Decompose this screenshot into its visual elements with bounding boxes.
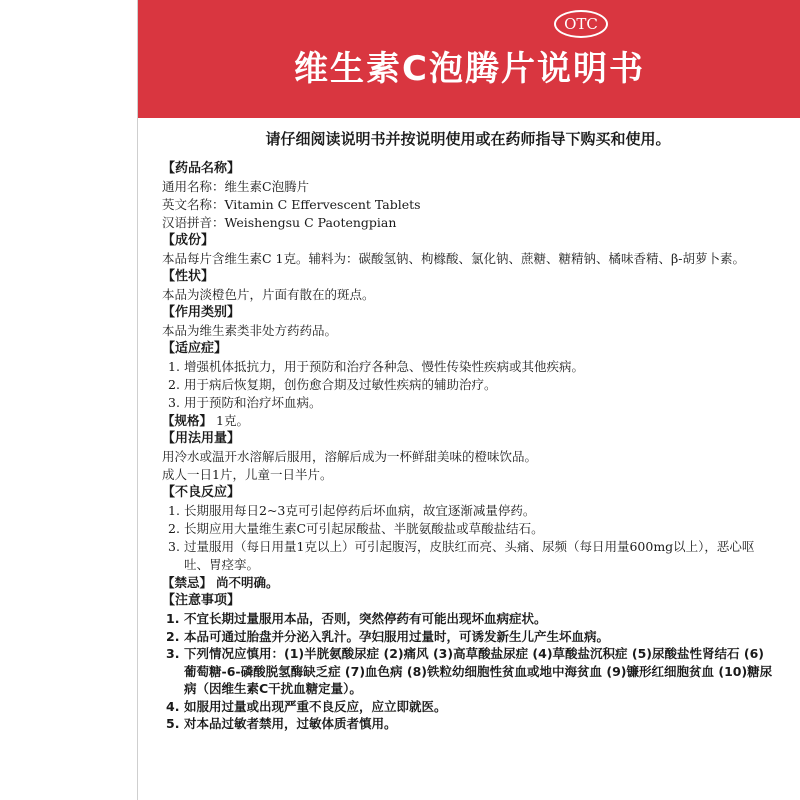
- item-text: 如服用过量或出现严重不良反应，应立即就医。: [184, 698, 447, 714]
- section-heading-spec: 【规格】: [162, 413, 213, 428]
- list-item: [162, 610, 774, 628]
- list-item: [162, 358, 774, 376]
- ingredients-text: 本品每片含维生素C 1克。辅料为：碳酸氢钠、枸橼酸、氯化钠、蔗糖、糖精钠、橘味香精、β-胡萝卜素。: [162, 251, 745, 266]
- item-number: 4.: [166, 698, 180, 714]
- leaflet-sheet: [137, 0, 800, 800]
- list-item: [162, 715, 774, 733]
- contra-line: [162, 574, 774, 592]
- header-banner: [138, 0, 800, 118]
- section-heading-usage: 【用法用量】: [162, 431, 241, 446]
- appearance-text: 本品为淡橙色片，片面有散在的斑点。: [162, 287, 375, 302]
- list-item: [162, 628, 774, 646]
- generic-name: 通用名称：维生素C泡腾片: [162, 179, 310, 194]
- item-text: 长期服用每日2~3克可引起停药后坏血病，故宜逐渐减量停药。: [184, 503, 536, 518]
- item-text: 不宜长期过量服用本品，否则，突然停药有可能出现坏血病症状。: [184, 611, 547, 626]
- list-item: [162, 502, 774, 520]
- item-text: 下列情况应慎用：(1)半胱氨酸尿症 (2)痛风 (3)高草酸盐尿症 (4)草酸盐沉积症 (5)尿酸盐性肾结石 (6)葡萄糖-6-磷酸脱氢酶缺乏症 (7)血色病 (8)铁粒幼细胞性贫血或地中海贫血 (9)镰形红细胞贫血 (10)糖尿病（因维生素C干扰血糖定量）。: [184, 646, 773, 696]
- list-item: [162, 538, 774, 574]
- list-item: [162, 376, 774, 394]
- item-number: 3.: [168, 539, 180, 554]
- english-name: 英文名称：Vitamin C Effervescent Tablets: [162, 197, 421, 212]
- item-text: 用于预防和治疗坏血病。: [184, 395, 322, 410]
- leaflet-title: 维生素C泡腾片说明书: [294, 49, 645, 89]
- section-heading-precautions: 【注意事项】: [162, 593, 241, 608]
- section-heading-name: 【药品名称】: [162, 161, 241, 176]
- section-heading-appearance: 【性状】: [162, 269, 215, 284]
- pinyin-name: 汉语拼音：Weishengsu C Paotengpian: [162, 215, 397, 230]
- leaflet-body: [162, 128, 774, 733]
- usage-line-1: 用冷水或温开水溶解后服用，溶解后成为一杯鲜甜美味的橙味饮品。: [162, 449, 538, 464]
- item-text: 过量服用（每日用量1克以上）可引起腹泻，皮肤红而亮、头痛、尿频（每日用量600mg以上），恶心呕吐、胃痉挛。: [184, 539, 755, 572]
- item-number: 2.: [168, 521, 180, 536]
- usage-line-2: 成人一日1片，儿童一日半片。: [162, 467, 333, 482]
- list-item: [162, 520, 774, 538]
- otc-badge: OTC: [554, 10, 608, 38]
- section-heading-category: 【作用类别】: [162, 305, 241, 320]
- list-item: [162, 698, 774, 716]
- item-text: 长期应用大量维生素C可引起尿酸盐、半胱氨酸盐或草酸盐结石。: [184, 521, 544, 536]
- section-heading-indications: 【适应症】: [162, 341, 228, 356]
- item-text: 用于病后恢复期，创伤愈合期及过敏性疾病的辅助治疗。: [184, 377, 497, 392]
- item-number: 3.: [166, 646, 180, 661]
- contra-text: 尚不明确。: [216, 575, 279, 590]
- item-number: 3.: [168, 395, 180, 410]
- list-item: [162, 645, 774, 698]
- item-number: 1.: [168, 503, 180, 518]
- spec-line: [162, 412, 774, 430]
- section-heading-ingredients: 【成份】: [162, 233, 215, 248]
- item-text: 增强机体抵抗力，用于预防和治疗各种急、慢性传染性疾病或其他疾病。: [184, 359, 585, 374]
- item-number: 1.: [168, 359, 180, 374]
- section-heading-adverse: 【不良反应】: [162, 485, 241, 500]
- usage-advice: 请仔细阅读说明书并按说明使用或在药师指导下购买和使用。: [265, 130, 671, 148]
- item-number: 1.: [166, 611, 180, 626]
- item-text: 对本品过敏者禁用，过敏体质者慎用。: [184, 716, 397, 731]
- item-text: 本品可通过胎盘并分泌入乳汁。孕妇服用过量时，可诱发新生儿产生坏血病。: [184, 628, 610, 644]
- spec-text: 1克。: [216, 413, 249, 428]
- section-heading-contra: 【禁忌】: [162, 575, 213, 590]
- item-number: 5.: [166, 716, 180, 731]
- item-number: 2.: [166, 628, 180, 644]
- category-text: 本品为维生素类非处方药药品。: [162, 323, 338, 338]
- item-number: 2.: [168, 377, 180, 392]
- list-item: [162, 394, 774, 412]
